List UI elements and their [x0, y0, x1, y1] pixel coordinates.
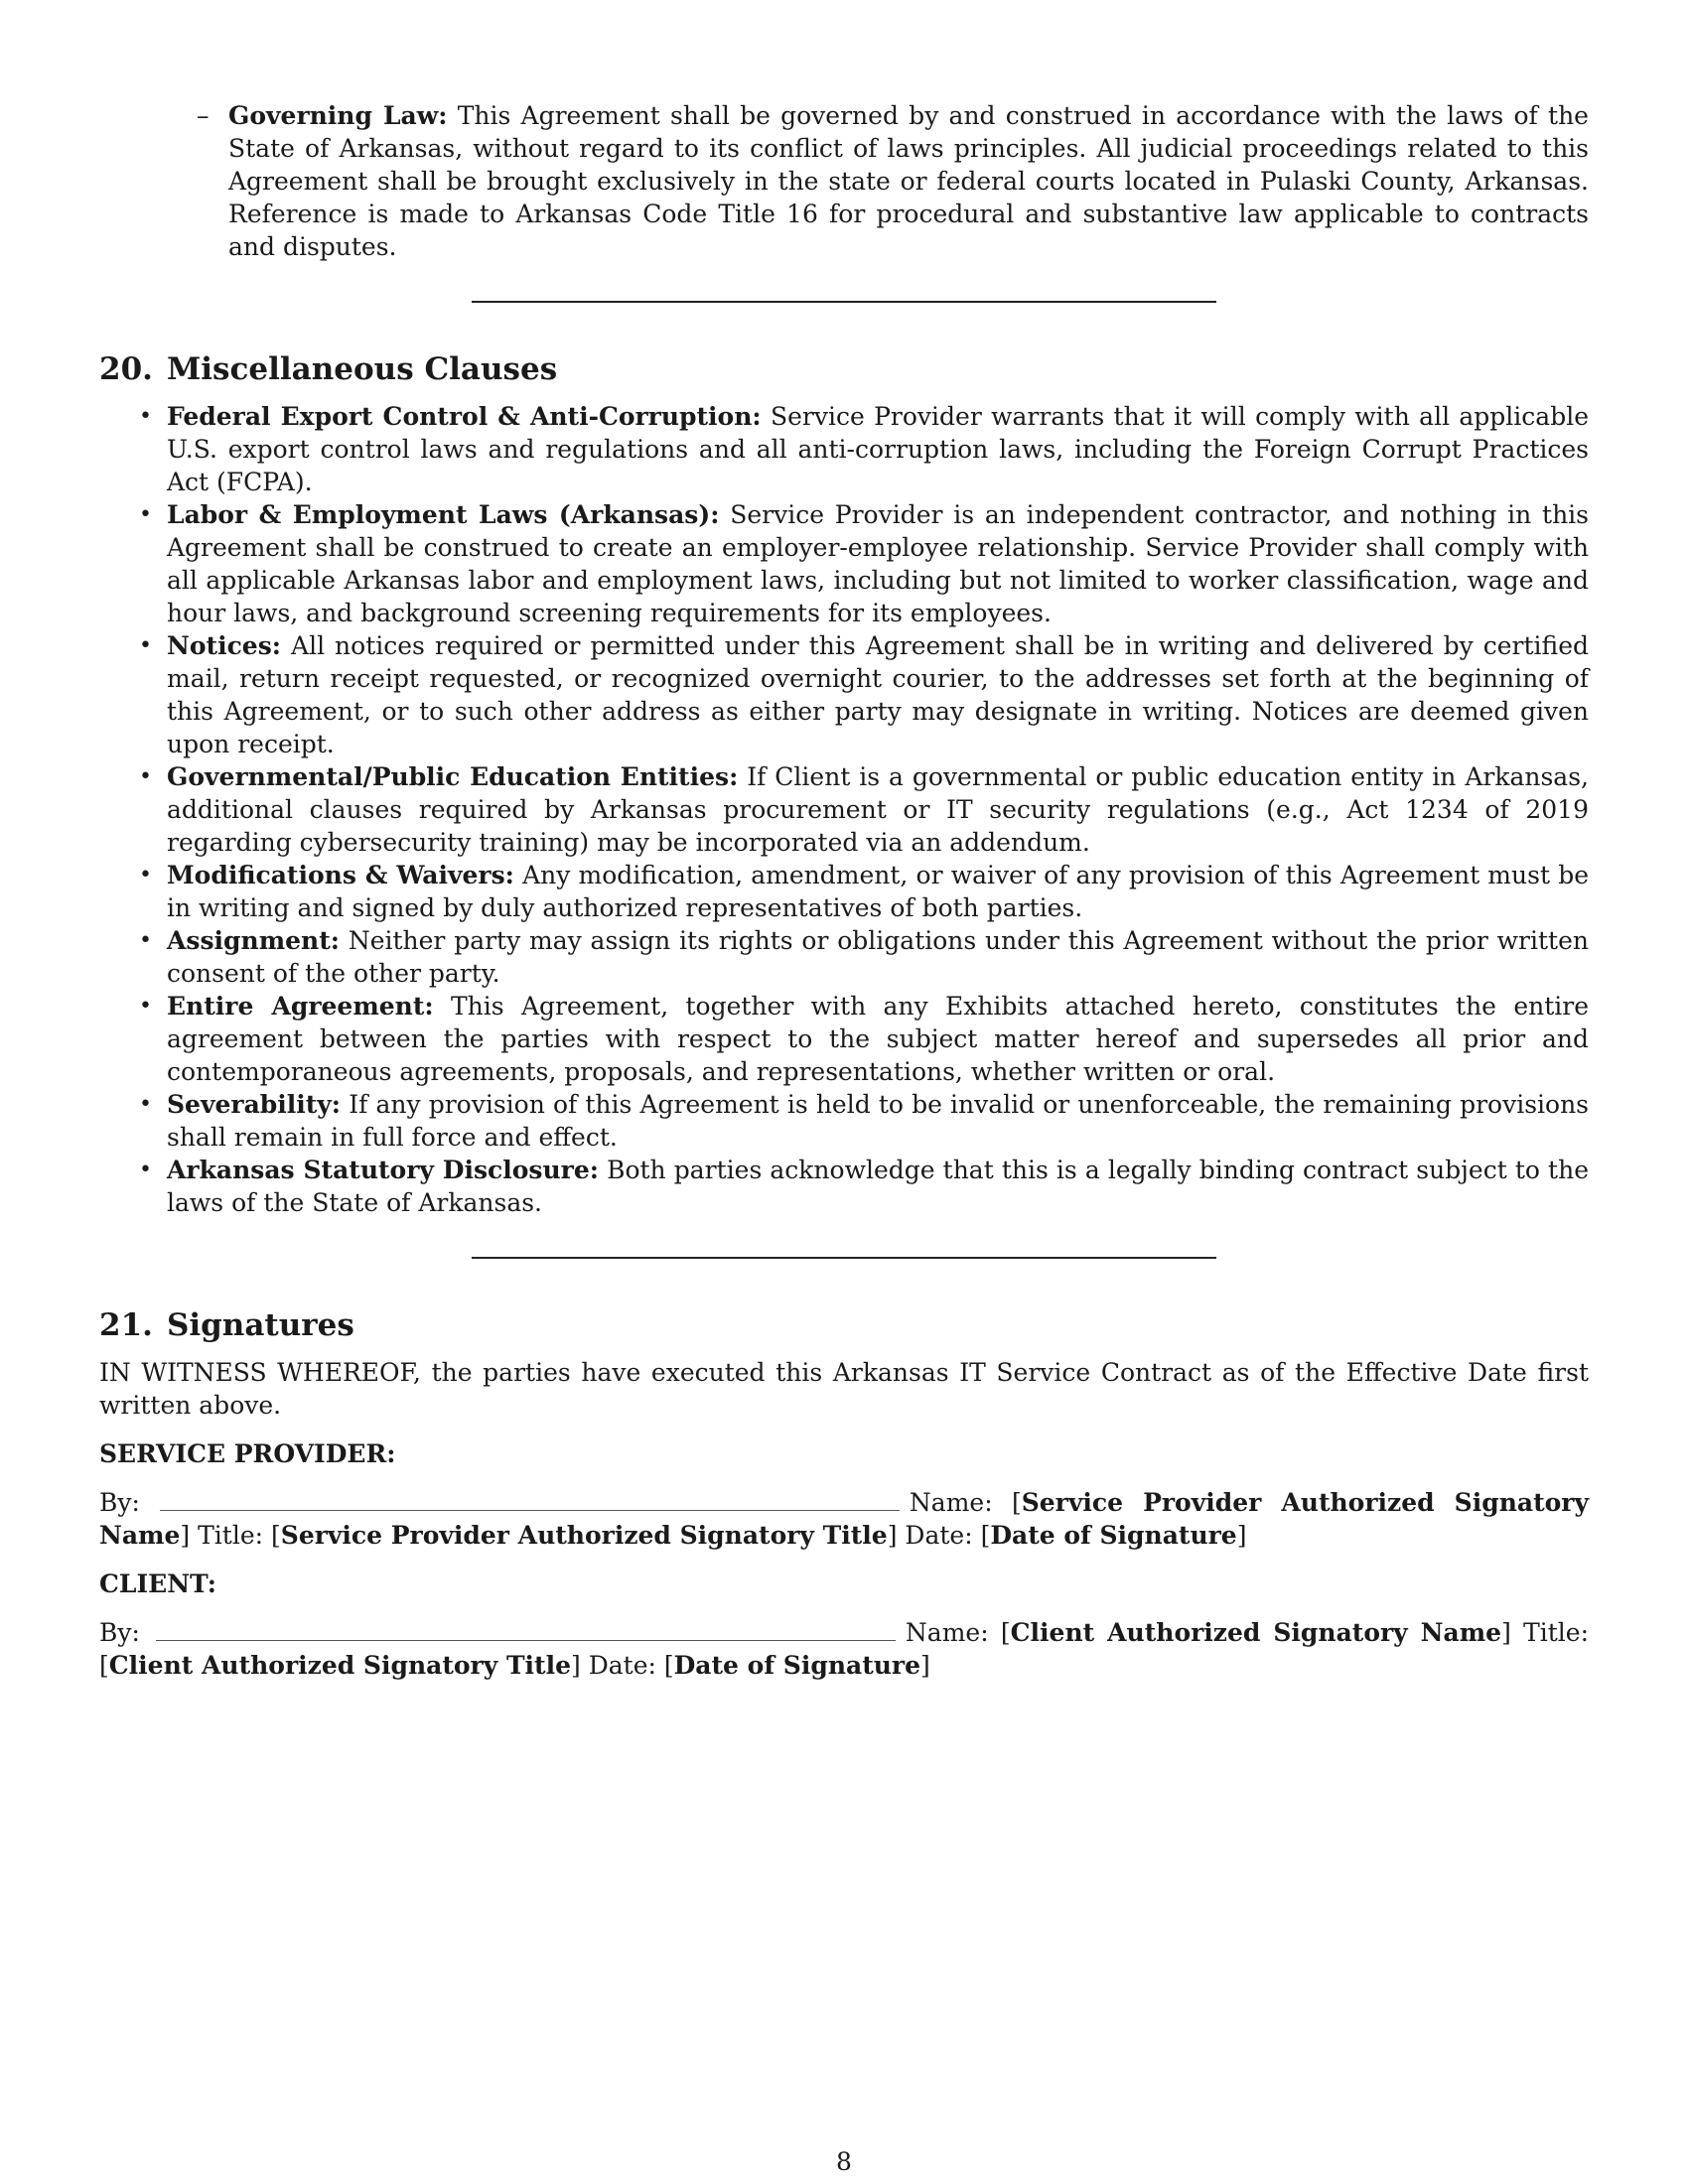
client-date-value: Date of Signature [673, 1651, 921, 1680]
client-label: CLIENT: [99, 1570, 217, 1598]
service-provider-signature-block: By: Name: [Service Provider Authorized Signatory Name] Title: [Service Provider Authorized Signatory Title] Date: [Date of Signature] [99, 1488, 1590, 1550]
list-item [139, 629, 1589, 760]
provider-signature-line[interactable] [160, 1488, 900, 1511]
bullet-marker: • [139, 502, 152, 527]
list-item [139, 859, 1589, 924]
document-page [99, 99, 1589, 1682]
section-20-title: Miscellaneous Clauses [166, 351, 558, 387]
bullet-marker: • [139, 633, 152, 658]
service-provider-label: SERVICE PROVIDER: [99, 1439, 396, 1468]
clause-text: If any provision of this Agreement is held to be invalid or unenforceable, the remaining provisions shall remain in full force and effect. [167, 1090, 1590, 1152]
clause-text: Any modification, amendment, or waiver of any provision of this Agreement must be in writing and signed by duly authorized representatives of both parties. [167, 861, 1589, 922]
provider-name-value: Service Provider Authorized Signatory Name [99, 1488, 1590, 1550]
list-item [139, 1154, 1589, 1219]
signatures-intro: IN WITNESS WHEREOF, the parties have executed this Arkansas IT Service Contract as of the Effective Date first written above. [99, 1358, 1589, 1420]
clause-title: Governmental/Public Education Entities: [167, 762, 739, 791]
clause-title: Entire Agreement: [167, 992, 434, 1021]
governing-law-item [197, 99, 1589, 263]
client-title-value: Client Authorized Signatory Title [108, 1651, 571, 1680]
page-number: 8 [836, 2147, 852, 2176]
section-21-title: Signatures [166, 1307, 354, 1343]
client-name-value: Client Authorized Signatory Name [1010, 1618, 1502, 1647]
clause-text: Both parties acknowledge that this is a legally binding contract subject to the laws of the State of Arkansas. [167, 1156, 1589, 1217]
clause-text: Service Provider is an independent contractor, and nothing in this Agreement shall be construed to create an employer-employee relationship. Service Provider shall comply with all applicable Arkansas labor and employment laws, including but not limited to worker classification, wage and hour laws, and background screening requirements for its employees. [167, 500, 1589, 627]
section-21-number: 21. [99, 1307, 153, 1343]
client-signature-line[interactable] [156, 1618, 896, 1641]
bullet-marker: • [139, 863, 152, 887]
clause-title: Notices: [167, 631, 282, 660]
clause-title: Arkansas Statutory Disclosure: [167, 1156, 599, 1184]
section-20-number: 20. [99, 351, 153, 387]
clause-title: Labor & Employment Laws (Arkansas): [167, 500, 720, 529]
governing-law-text: This Agreement shall be governed by and construed in accordance with the laws of the State of Arkansas, without regard to its conflict of laws principles. All judicial proceedings related to this Agreement shall be brought exclusively in the state or federal courts located in Pulaski County, Arkansas. Reference is made to Arkansas Code Title 16 for procedural and substantive law applicable to contracts and disputes. [228, 101, 1589, 261]
clause-text: This Agreement, together with any Exhibits attached hereto, constitutes the entire agreement between the parties with respect to the subject matter hereof and supersedes all prior and contemporaneous agreements, proposals, and representations, whether written or oral. [167, 992, 1589, 1086]
by-label: By: [99, 1618, 140, 1647]
title-label: Title: [198, 1521, 264, 1550]
by-label: By: [99, 1488, 140, 1517]
bullet-marker: • [139, 764, 152, 789]
section-divider [472, 1257, 1216, 1259]
bullet-marker: • [139, 404, 152, 429]
section-divider [472, 301, 1216, 303]
date-label: Date: [905, 1521, 973, 1550]
bullet-marker: • [139, 928, 152, 953]
clause-title: Severability: [167, 1090, 342, 1119]
clause-title: Modifications & Waivers: [167, 861, 514, 889]
date-label: Date: [588, 1651, 656, 1680]
list-item [139, 990, 1589, 1088]
bullet-marker: • [139, 1092, 152, 1117]
section-21-heading [99, 1306, 1589, 1344]
clause-text: All notices required or permitted under this Agreement shall be in writing and delivered by certified mail, return receipt requested, or recognized overnight courier, to the addresses set forth at the beginning of this Agreement, or to such other address as either party may designate in writing. Notices are deemed given upon receipt. [167, 631, 1589, 758]
clause-text: If Client is a governmental or public education entity in Arkansas, additional clauses required by Arkansas procurement or IT security regulations (e.g., Act 1234 of 2019 regarding cybersecurity training) may be incorporated via an addendum. [167, 762, 1589, 857]
bullet-marker: • [139, 994, 152, 1019]
list-item [139, 924, 1589, 990]
misc-clauses-list [139, 400, 1590, 1219]
title-label: Title: [1523, 1618, 1590, 1647]
name-label: Name: [909, 1488, 993, 1517]
clause-title: Assignment: [167, 926, 341, 955]
list-item [139, 1088, 1590, 1154]
provider-date-value: Date of Signature [990, 1521, 1237, 1550]
list-item [139, 760, 1589, 859]
section-20-heading [99, 350, 1589, 388]
list-item [139, 498, 1589, 629]
provider-title-value: Service Provider Authorized Signatory Title [280, 1521, 888, 1550]
bullet-marker: • [139, 1158, 152, 1182]
name-label: Name: [905, 1618, 989, 1647]
list-item [139, 400, 1589, 498]
clause-text: Service Provider warrants that it will comply with all applicable U.S. export control laws and regulations and all anti-corruption laws, including the Foreign Corrupt Practices Act (FCPA). [167, 402, 1589, 496]
clause-title: Federal Export Control & Anti-Corruption: [167, 402, 762, 431]
dash-marker: – [197, 101, 210, 130]
governing-law-title: Governing Law: [228, 101, 448, 130]
clause-text: Neither party may assign its rights or obligations under this Agreement without the prior written consent of the other party. [167, 926, 1589, 988]
client-signature-block: By: Name: [Client Authorized Signatory Name] Title: [Client Authorized Signatory Title] Date: [Date of Signature] [99, 1618, 1590, 1680]
